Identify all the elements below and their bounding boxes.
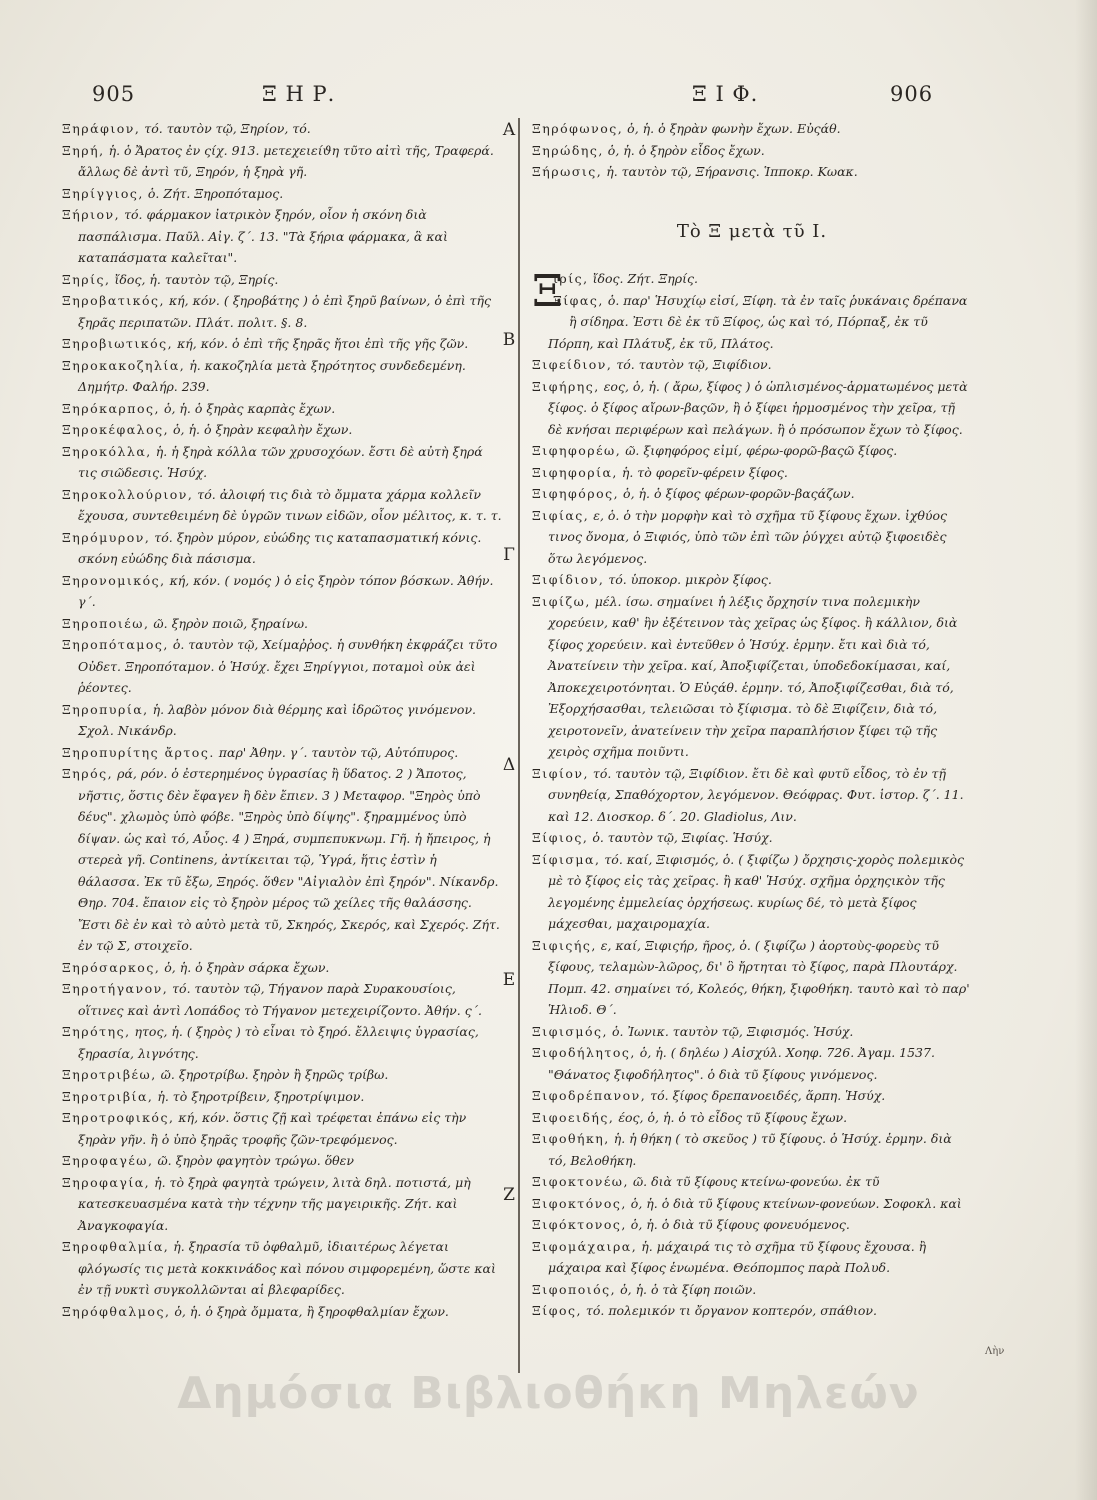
entry-definition: ἡ. λαβὸν μόνον διὰ θέρμης καὶ ἱδρῶτος γινόμενον. Σχολ. Νικάνδρ. — [78, 701, 477, 738]
dictionary-entry — [62, 978, 502, 1021]
entry-definition: ε, καί, Ξιφιςήρ, ῆρος, ὁ. ( ξιφίζω ) ἀορτοὺς-φορεὺς τῦ ξίφους, τελαμὼν-λῶρος, δι' ὃ ἤρτηται τὸ ξίφος, παρὰ Πλουτάρχ. Πομπ. 42. σημαίνει τό, Κολεός, θήκη, ξιφοθήκη. ταυτὸ καὶ τὸ παρ' Ἡλιοδ. Θ΄. — [548, 937, 970, 1017]
dictionary-entry — [532, 440, 972, 462]
dictionary-entry — [532, 935, 972, 1021]
entry-definition: ὁ. Ζήτ. Ξηροπόταμος. — [143, 185, 284, 201]
entry-definition: ἡ. ὁ Ἄρατος ἐν ςίχ. 913. μετεχειείϑη τῦτο αἰτὶ τῆς, Τραφερά. ἄλλως δὲ ἀντὶ τῦ, Ξηρόν, ἡ ξηρὰ γῆ. — [78, 142, 494, 179]
dictionary-entry — [62, 1086, 502, 1108]
entry-headword: Ξηροτήγανον, — [62, 981, 169, 996]
entry-definition: ἡ. ταυτὸν τῷ, Ξήρανσις. Ἱπποκρ. Κωακ. — [602, 164, 858, 179]
entry-definition: ἡ. μάχαιρά τις τὸ σχῆμα τῦ ξίφους ἔχουσα. ἢ μάχαιρα καὶ ξίφος ἑνωμένα. Θεόπομπος παρὰ Πολυδ. — [548, 1238, 927, 1275]
dictionary-entry — [62, 183, 502, 205]
entry-headword: Ξιφίδιον, — [532, 572, 605, 587]
dictionary-entry — [62, 763, 502, 957]
entry-definition: ὁ, ἡ. ὁ ξηρὰν κεφαλὴν ἔχων. — [169, 422, 353, 437]
dictionary-entry — [62, 570, 502, 613]
dictionary-entry — [532, 354, 972, 376]
entry-headword: Ξηροκακοζηλία, — [62, 357, 186, 373]
dictionary-entry — [62, 1064, 502, 1086]
entry-definition: ὁ, ἡ. ὁ διὰ τῦ ξίφους κτείνων-φονεύων. Σοφοκλ. καὶ — [626, 1195, 962, 1211]
dictionary-entry — [62, 333, 502, 355]
entry-definition: ἡ. ἡ ξηρὰ κόλλα τῶν χρυσοχόων. ἔστι δὲ αὐτὴ ξηρά τις σιῶδεσις. Ἡσύχ. — [78, 443, 483, 480]
dictionary-entry — [62, 398, 502, 420]
dictionary-entry — [62, 140, 502, 183]
dictionary-entry — [532, 1171, 972, 1193]
dictionary-entry — [532, 1236, 972, 1279]
entry-definition: ἴδος. Ζήτ. Ξηρίς. — [588, 271, 699, 286]
entry-headword: Ξηροτροφικός, — [62, 1110, 175, 1125]
entry-definition: ῶ. διὰ τῦ ξίφους κτείνω-φονεύω. ἐκ τῦ — [628, 1174, 880, 1189]
dictionary-entry — [532, 1085, 972, 1107]
dictionary-entry — [532, 1193, 972, 1215]
dictionary-entry — [62, 204, 502, 269]
library-watermark: Δημόσια Βιβλιοθήκη Μηλεών — [177, 1368, 920, 1419]
entry-definition: ὁ, ἡ. ὁ ξηρὸν εἶδος ἔχων. — [603, 142, 765, 158]
entry-definition: μέλ. ίσω. σημαίνει ἡ λέξις ὄρχησίν τινα πολεμικὴν χορεύειν, καθ' ἣν ἐξέτεινον τὰς χεῖρας ὡς ξίφος. ἢ κάλλιον, διὰ ξίφος χορεύειν. καὶ ἐντεῦθεν ὁ Ἡσύχ. ἑρμην. ἔτι καὶ διὰ τό, Ἀνατείνειν τὴν χεῖρα. καί, Ἀποξιφίζεται, ὑποδεδοκίμασαι, καί, Ἀποκεχειροτόνηται. Ὁ Εὐςάθ. ἑρμην. τό, Ἀποξιφίζεσθαι, διὰ τό, Ἐξορχήσασθαι, τελειῶσαι τὸ ξίφισμα. τὸ δὲ Ξιφίζειν, διὰ τό, χειροτονεῖν, ἀνατείνειν τὴν χεῖρα παραπλήσιον ξίφει τῷ τῆς χειρὸς σχῆμα ποιῦντι. — [548, 593, 958, 759]
dictionary-entry — [62, 419, 502, 441]
entry-definition: τό. ταυτὸν τῷ, Ξιφίδιον. ἔτι δὲ καὶ φυτῦ εἶδος, τὸ ἐν τῇ συνηθείᾳ, Σπαθόχορτον, λεγόμενον. Θεόφρας. Φυτ. ἱστορ. ζ΄. 11. καὶ 12. Διοσκορ. δ΄. 20. Gladiolus, Λιν. — [548, 765, 964, 824]
entry-definition: ὁ, ἡ. ὁ ξηρὰ ὄμματα, ἢ ξηροφθαλμίαν ἔχων. — [170, 1303, 449, 1319]
entry-definition: έος, ὁ, ἡ. ὁ τὸ εἶδος τῦ ξίφους ἔχων. — [614, 1109, 848, 1125]
entry-headword: Ξηράφιον, — [62, 121, 141, 136]
dictionary-entry — [62, 527, 502, 570]
entry-definition: τό. ἀλοιφή τις διὰ τὸ ὄμματα χάρμα κολλεῖν ἔχουσα, συντεθειμένη δὲ ὑγρῶν τινων εἰδῶν, οἷον μέλιτος, κ. τ. τ. — [78, 486, 502, 523]
entry-definition: τό. καί, Ξιφισμός, ὁ. ( ξιφίζω ) ὄρχησις-χορὸς πολεμικὸς μὲ τὸ ξίφος εἰς τὰς χεῖρας. ἢ καθ' Ἡσύχ. σχῆμα ὀρχηςικὸν τῆς λεγομένης ἐμμελείας ὀρχήσεως. κυρίως δέ, τὸ μετὰ ξίφος μάχεσθαι, μαχαιρομαχία. — [548, 851, 964, 931]
left-running-head: Ξ Η Ρ. — [262, 82, 336, 106]
entry-definition: ὁ. παρ' Ἡσυχίῳ εἰσί, Ξίφη. τὰ ἐν ταῖς ῥυκάναις δρέπανα ἢ σίδηρα. Ἐστι δὲ ἐκ τῦ Ξίφος, ὡς καὶ τό, Πόρπαξ, ἐκ τῦ Πόρπη, καὶ Πλάτυξ, ἐκ τῦ, Πλάτος. — [548, 292, 968, 351]
dictionary-entry — [62, 699, 502, 742]
entry-headword: Ξηροκολλούριον, — [62, 486, 194, 502]
dictionary-entry — [532, 161, 972, 183]
entry-headword: Ξηροκέφαλος, — [62, 422, 170, 437]
entry-headword: Ξηρονομικός, — [62, 572, 166, 588]
entry-headword: Ξηρίγγιος, — [62, 185, 144, 201]
entry-headword: Ξιφοειδής, — [532, 1109, 615, 1125]
entry-headword: Ξηρώδης, — [532, 142, 604, 158]
dictionary-entry — [62, 1021, 502, 1064]
dictionary-entry — [62, 1172, 502, 1237]
dictionary-entry — [532, 1021, 972, 1043]
entry-headword: Ξηροπόταμος, — [62, 637, 169, 652]
entry-definition: ὁ. ταυτὸν τῷ, Ξιφίας. Ἡσύχ. — [588, 830, 773, 845]
entry-headword: Ξηροφαγέω, — [62, 1153, 154, 1168]
entry-definition: τό. ξηρὸν μύρον, εὐώδης τις καταπασματική κόνις. σκόνη εὐώδης διὰ πάσισμα. — [78, 529, 482, 566]
entry-definition: ἡ. ξηρασία τῦ ὀφθαλμῦ, ἰδιαιτέρως λέγεται φλόγωσίς τις μετὰ κοκκινάδος καὶ πόνου σιμφορεμένη, ὥστε καὶ ἐν τῇ νυκτὶ συγκολλῶνται αἱ βλεφαρίδες. — [78, 1239, 496, 1297]
entry-definition: ὁ. ταυτὸν τῷ, Χείμαῤῥος. ἡ συνθήκη ἐκφράζει τῦτο Οὐδετ. Ξηροπόταμον. ὁ Ἡσύχ. ἔχει Ξηρίγγιοι, ποταμοὶ οὐκ ἀεὶ ῥέοντες. — [78, 637, 498, 695]
entry-headword: Ξηροφθαλμία, — [62, 1239, 170, 1254]
dictionary-entry — [532, 763, 972, 828]
dictionary-entry — [532, 483, 972, 505]
entry-headword: Ξιφόκτονος, — [532, 1217, 627, 1232]
entry-headword: Ξηροποιέω, — [62, 615, 150, 631]
entry-definition: ῶ. ξηρὸν ποιῶ, ξηραίνω. — [149, 615, 308, 631]
entry-definition: ῶ. ξηροτρίβω. ξηρὸν ἢ ξηρῶς τρίβω. — [156, 1067, 389, 1082]
entry-headword: Ξηρόφωνος, — [532, 121, 624, 136]
entry-headword: Ξιφοδήλητος, — [532, 1045, 636, 1060]
entry-definition: τό. ξίφος δρεπανοειδές, ἅρπη. Ἡσύχ. — [646, 1088, 886, 1103]
catchword: Λὴν — [985, 1346, 1005, 1357]
entry-headword: Ξηροπυρίτης ἄρτος. — [62, 744, 215, 760]
entry-definition: ὁ, ἡ. ὁ ξίφος φέρων-φορῶν-βαςάζων. — [619, 486, 855, 501]
entry-definition: κή, κόν. ὁ ἐπὶ τῆς ξηρᾶς ἤτοι ἐπὶ τῆς γῆς ζῶν. — [173, 336, 469, 351]
entry-headword: Ξηροκόλλα, — [62, 443, 152, 459]
entry-headword: Ξήριον, — [62, 207, 121, 222]
entry-headword: Ξιφίζω, — [532, 593, 591, 609]
signature-mark: Z — [503, 1185, 515, 1205]
entry-definition: ρά, ρόν. ὁ ἐστερημένος ὑγρασίας ἢ ὕδατος. 2 ) Ἄποτος, νῆστις, ὅστις δὲν ἔφαγεν ἢ δὲν ἔπιεν. 3 ) Μεταφορ. "Ξηρὸς ὑπὸ δέυς". χλωμὸς ὑπὸ φόβε. "Ξηρὸς ὑπὸ δίψης". ξηραμμένος ὑπὸ δίψαν. ὡς καὶ τό, Αὖος. 4 ) Ξηρά, συμπεπυκνωμ. Γῆ. ἡ ἤπειρος, ἡ στερεὰ γῆ. Continens, ἀντίκειται τῷ, Ὑγρά, ἥτις ἐστὶν ἡ θάλασσα. Ἐκ τῦ ἔξω, Ξηρός. ὅϑεν "Αἰγιαλὸν ἐπὶ ξηρόν". Νίκανδρ. Θηρ. 704. ἔπαιον εἰς τὸ ξηρὸν μέρος τῶ χείλες τῆς θαλάσσης. Ἔστι δὲ ἐν καὶ τὸ αὐτὸ μετὰ τῦ, Σκηρός, Σκερός, καὶ Σχερός. Ζήτ. ἐν τῷ Σ, στοιχεῖο. — [78, 766, 500, 953]
entry-definition: ἴδος, ἡ. ταυτὸν τῷ, Ξηρίς. — [110, 271, 279, 287]
entry-definition: κή, κόν. ( νομός ) ὁ εἰς ξηρὸν τόπον βόσκων. Ἀθήν. γ΄. — [78, 572, 494, 609]
dictionary-entry — [532, 118, 972, 140]
entry-headword: Ξηρόφθαλμος, — [62, 1303, 171, 1319]
entry-definition: τό. ταυτὸν τῷ, Ξιφίδιον. — [612, 357, 772, 372]
entry-headword: Ξηροτριβέω, — [62, 1067, 157, 1082]
signature-mark: Δ — [502, 755, 516, 775]
entry-headword: ιρίς, — [552, 271, 589, 286]
entry-definition: εος, ὁ, ἡ. ( ἄρω, ξίφος ) ὁ ὡπλισμένος-ἁρματωμένος μετὰ ξίφος. ὁ ξίφος αἴρων-βαςῶν, ἢ ὁ ξίφει ἡρμοσμένος τὴν χεῖρα, τῇ δὲ κνήσαι περιφέρων καὶ πελάγων. ἢ ὁ πρόσωπον ἔχων τὸ ξίφος. — [548, 378, 968, 437]
entry-definition: ὁ, ἡ. ὁ ξηρὰς καρπὰς ἔχων. — [159, 400, 336, 416]
dictionary-entry — [62, 957, 502, 979]
entry-definition: ἡ. κακοζηλία μετὰ ξηρότητος συνδεδεμένη. Δημήτρ. Φαλήρ. 239. — [78, 357, 466, 394]
right-page-number: 906 — [890, 82, 934, 106]
dictionary-entry — [532, 268, 972, 290]
dictionary-entry — [62, 441, 502, 484]
entry-headword: Ξηροβατικός, — [62, 293, 165, 308]
dictionary-entry — [62, 484, 502, 527]
dictionary-entry — [62, 1236, 502, 1301]
entry-definition: τό. ταυτὸν τῷ, Ξηρίον, τό. — [140, 121, 311, 136]
dictionary-entry — [62, 118, 502, 140]
entry-definition: ὁ, ἡ. ὁ ξηρὰν σάρκα ἔχων. — [160, 959, 330, 975]
section-title: Τὸ Ξ μετὰ τῦ Ι. — [676, 220, 828, 242]
dictionary-entry — [62, 1301, 502, 1323]
dictionary-entry — [532, 376, 972, 441]
entry-headword: Ξιφομάχαιρα, — [532, 1238, 638, 1254]
entry-headword: Ξίφος, — [532, 1303, 582, 1318]
dictionary-entry — [532, 827, 972, 849]
right-column — [532, 118, 972, 1322]
entry-headword: Ξιφοποιός, — [532, 1281, 617, 1297]
dictionary-entry — [62, 355, 502, 398]
entry-definition: τό. πολεμικόν τι ὄργανον κοπτερόν, σπάθιον. — [581, 1303, 877, 1318]
entry-headword: Ξηροπυρία, — [62, 701, 149, 717]
entry-headword: Ξιφιςής, — [532, 937, 597, 953]
dictionary-entry — [532, 569, 972, 591]
dictionary-entry — [532, 505, 972, 570]
entry-headword: Ξηρότης, — [62, 1024, 131, 1039]
entry-headword: Ξιφισμός, — [532, 1023, 609, 1039]
entry-definition: ῶ. ξιφηφόρος εἰμί, φέρω-φορῶ-βαςῶ ξίφος. — [621, 443, 898, 458]
drop-cap: Ξ — [532, 266, 563, 317]
entry-headword: Ξίφιος, — [532, 830, 589, 845]
dictionary-entry — [62, 1150, 502, 1172]
entry-headword: Ξηρίς, — [62, 271, 111, 287]
dictionary-entry — [532, 290, 972, 355]
entry-headword: Ξιφηφορέω, — [532, 443, 622, 458]
entry-definition: κή, κόν. ὅστις ζῇ καὶ τρέφεται ἐπάνω εἰς τὴν ξηρὰν γῆν. ἢ ὁ ὑπὸ ξηρᾶς τροφῆς ζῶν-τρεφόμενος. — [78, 1110, 467, 1147]
dictionary-entry — [532, 849, 972, 935]
signature-mark: E — [502, 970, 516, 990]
left-page-number: 905 — [92, 82, 136, 106]
entry-headword: Ξιφίας, — [532, 507, 590, 523]
entry-headword: Ξίφας, — [552, 292, 604, 308]
entry-headword: Ξιφοκτονέω, — [532, 1174, 629, 1189]
entry-headword: Ξηροτριβία, — [62, 1088, 154, 1104]
entry-definition: τό. ὑποκορ. μικρὸν ξίφος. — [604, 572, 772, 587]
entry-headword: Ξίφισμα, — [532, 851, 601, 867]
entry-headword: Ξηρόκαρπος, — [62, 400, 160, 416]
entry-headword: Ξιφοδρέπανον, — [532, 1088, 647, 1103]
entry-definition: ἡ. τὸ ξηροτρίβειν, ξηροτρίψιμον. — [153, 1088, 365, 1104]
entry-headword: Ξιφοθήκη, — [532, 1131, 610, 1146]
left-column — [62, 118, 502, 1322]
dictionary-entry — [62, 290, 502, 333]
dictionary-entry — [532, 1042, 972, 1085]
entry-definition: τό. φάρμακον ἰατρικὸν ξηρόν, οἷον ἡ σκόνη διὰ πασπάλισμα. Παῦλ. Αἰγ. ζ΄. 13. "Τὰ ξήρια φάρμακα, ἃ καὶ καταπάσματα καλεῖται". — [78, 207, 448, 265]
entry-headword: Ξηροφαγία, — [62, 1174, 151, 1190]
entry-definition: ἡ. τὸ ξηρὰ φαγητὰ τρώγειν, λιτὰ δηλ. ποτιστά, μὴ κατεσκευασμένα κατὰ τὴν τέχνην τῆς μαγειρικῆς. Ζήτ. καὶ Ἀναγκοφαγία. — [78, 1174, 471, 1233]
entry-headword: Ξιφήρης, — [532, 378, 600, 394]
dictionary-entry — [532, 462, 972, 484]
dictionary-entry — [62, 634, 502, 699]
entry-headword: Ξιφηφόρος, — [532, 486, 620, 501]
entry-definition: ὁ, ἡ. ὁ διὰ τῦ ξίφους φονευόμενος. — [626, 1217, 850, 1232]
entry-definition: ὁ. Ἰωνικ. ταυτὸν τῷ, Ξιφισμός. Ἡσύχ. — [608, 1023, 854, 1039]
right-running-head: Ξ Ι Φ. — [692, 82, 759, 106]
entry-definition: ῶ. ξηρὸν φαγητὸν τρώγω. ὅθεν — [153, 1153, 354, 1168]
entry-definition: ὁ, ἡ. ὁ τὰ ξίφη ποιῶν. — [616, 1281, 757, 1297]
entry-headword: Ξηρή, — [62, 142, 105, 158]
entry-headword: Ξιφίον, — [532, 765, 589, 781]
entry-headword: Ξιφείδιον, — [532, 357, 613, 372]
entry-definition: ητος, ἡ. ( ξηρὸς ) τὸ εἶναι τὸ ξηρό. ἔλλειψις ὑγρασίας, ξηρασία, λιγνότης. — [78, 1024, 479, 1061]
entry-definition: παρ' Ἀθην. γ΄. ταυτὸν τῷ, Αὐτόπυρος. — [214, 744, 459, 760]
dictionary-entry — [532, 1107, 972, 1129]
dictionary-entry — [532, 1300, 972, 1322]
entry-headword: Ξήρωσις, — [532, 164, 603, 179]
entry-definition: κή, κόν. ( ξηροβάτης ) ὁ ἐπὶ ξηρῦ βαίνων, ὁ ἐπὶ τῆς ξηρᾶς περιπατῶν. Πλάτ. πολιτ. §. 8. — [78, 293, 492, 330]
dictionary-entry — [532, 140, 972, 162]
entry-headword: Ξιφηφορία, — [532, 464, 618, 480]
signature-mark: B — [502, 330, 516, 350]
dictionary-entry — [532, 1279, 972, 1301]
entry-definition: ὁ, ἡ. ( δηλέω ) Αἰσχύλ. Χοηφ. 726. Ἀγαμ. 1537. "Θάνατος ξιφοδήλητος". ὁ διὰ τῦ ξίφους γινόμενος. — [548, 1045, 935, 1082]
entry-definition: ὁ, ἡ. ὁ ξηρὰν φωνὴν ἔχων. Εὐςάθ. — [623, 121, 841, 136]
dictionary-entry — [62, 1107, 502, 1150]
dictionary-entry — [532, 591, 972, 763]
dictionary-entry — [532, 1128, 972, 1171]
entry-definition: τό. ταυτὸν τῷ, Τήγανον παρὰ Συρακουσίοις, οἵτινες καὶ ἀντὶ Λοπάδος τὸ Τήγανον μετεχειρίζοντο. Ἀθήν. ς΄. — [78, 981, 482, 1018]
entry-headword: Ξηροβιωτικός, — [62, 336, 174, 351]
signature-mark: Γ — [503, 545, 515, 565]
dictionary-entry — [62, 742, 502, 764]
page-edge-shadow — [1075, 0, 1097, 1500]
entry-headword: Ξιφοκτόνος, — [532, 1195, 627, 1211]
entry-definition: ἡ. τὸ φορεῖν-φέρειν ξίφος. — [617, 464, 788, 480]
dictionary-entry — [532, 1214, 972, 1236]
entry-headword: Ξηρόμυρον, — [62, 529, 151, 545]
dictionary-entry — [62, 613, 502, 635]
entry-headword: Ξηρόσαρκος, — [62, 959, 161, 975]
entry-headword: Ξηρός, — [62, 766, 114, 781]
entry-definition: ἡ. ἡ θήκη ( τὸ σκεῦος ) τῦ ξίφους. ὁ Ἡσύχ. ἑρμην. διὰ τό, Βελοθήκη. — [548, 1131, 952, 1168]
signature-mark: A — [502, 120, 516, 140]
entry-definition: ε, ὁ. ὁ τὴν μορφὴν καὶ τὸ σχῆμα τῦ ξίφους ἔχων. ἰχθύος τινος ὄνομα, ὁ Ξιφιός, ὑπὸ τῶν ἐπὶ τῶν ῥύγχει αὐτῷ ξιφοειδὲς ὅτω λεγόμενος. — [548, 507, 947, 566]
dictionary-entry — [62, 269, 502, 291]
